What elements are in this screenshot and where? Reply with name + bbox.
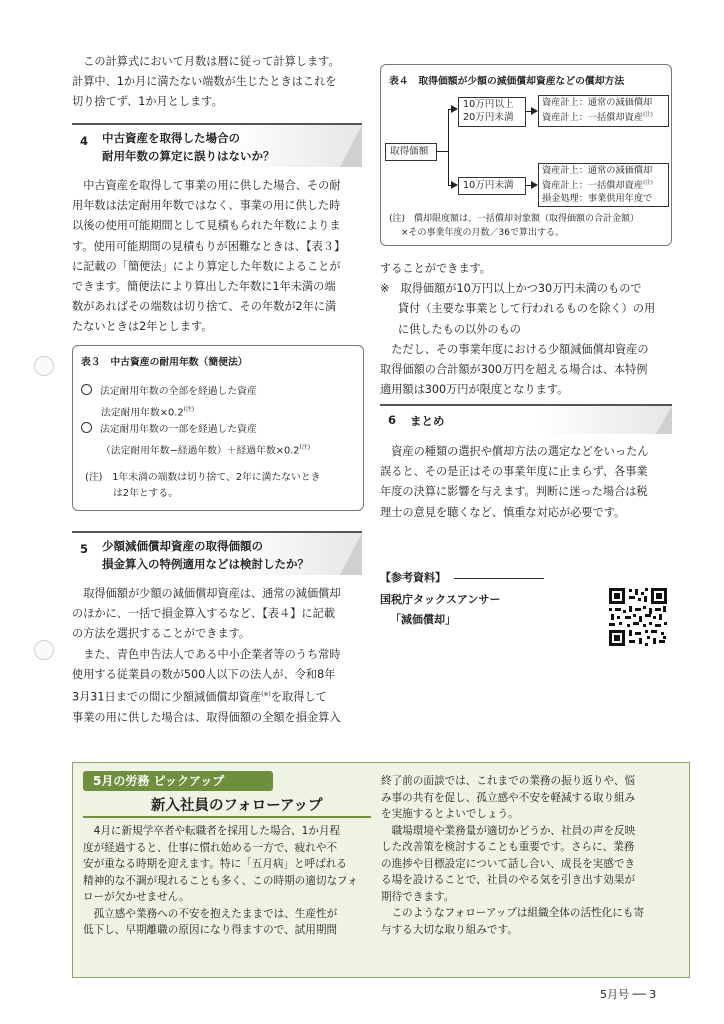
left-intro [72,52,362,113]
body-line: る場を設けることで、社員のやる気を引き出す効果が [381,874,636,886]
note-mark: (注) [299,444,311,451]
intro-line: 切り捨てず、1か月とします。 [72,95,223,109]
section-title-line1: 中古資産を取得した場合の [102,131,240,145]
body-line: ただし、その事業年度における少額減価償却資産の [391,342,649,356]
body-line: 事業の用に供した場合は、取得価額の全額を損金算入 [72,710,341,724]
section-title-line1: 少額減価償却資産の取得価額の [102,539,263,553]
table-3-item-2-formula: （法定耐用年数−経過年数）＋経過年数$\times 0.2^{(注)}$ [101,444,311,457]
arrow-right-icon [531,181,538,189]
body-line: の進捗や目標設定について話し合い、成長を実感でき [381,857,636,870]
body-line: ローが欠かせません。 [83,891,190,903]
section-number: 4 [80,134,89,148]
binder-hole-bottom [34,640,54,660]
table-3-item-1: 法定耐用年数の全部を経過した資産 [81,384,257,400]
body-line: 年度の決算に影響を与えます。判断に迷った場合は税 [380,485,648,499]
pickup-column-1 [83,823,373,939]
diagram-root-node: 取得価額 [385,143,437,161]
body-line: たないときは2年とします。 [72,320,213,334]
right-continuation [380,259,672,400]
diagram-branch-node-1: 10万円以上 20万円未満 [458,97,526,127]
body-line: の方法を選択することができます。 [72,627,251,641]
table-3-caption: 表３ 中古資産の耐用年数（簡便法） [81,357,248,368]
section-number: 5 [80,542,89,556]
body-line: のほかに、一括で損金算入するなど、【表４】に記載 [72,607,335,621]
note-mark: (注) [643,180,653,186]
pickup-title: 新入社員のフォローアップ [151,798,323,814]
body-line: 低下し、早期離職の原因になり得ますので、試用期間 [83,924,338,936]
table-3-item-2: 法定耐用年数の一部を経過した資産 [81,422,257,438]
body-line: 度が経過すると、仕事に慣れ始める一方で、疲れや不 [83,841,338,854]
section-number: 6 [388,413,397,427]
body-line: 用年数は法定耐用年数ではなく、事業の用に供した時 [72,199,341,213]
connector-line [448,109,449,185]
body-line: 与する大切な取り組みです。 [381,923,518,936]
table-4-box [380,64,672,246]
arrow-right-icon [451,181,458,189]
note-mark: (注) [643,112,653,118]
page-number: 5月号 ── 3 [600,988,657,1001]
diagram-branch-node-2: 10万円未満 [458,177,526,195]
footnote-line: に供したもの以外のもの [397,322,521,336]
section-4-heading [72,123,362,167]
body-line: 精神的な不調が現れることも多く、この時期の適切なフォ [83,874,358,887]
body-line: 中古資産を取得して事業の用に供した場合、その耐 [83,179,341,192]
body-line: 資産の種類の選択や償却方法の選定などをいったん [391,445,649,458]
section-title-line2: 耐用年数の算定に誤りはないか？ [102,149,275,163]
footnote-line: ※ 取得価額が10万円以上かつ30万円未満のもので [380,282,642,296]
section-title-line2: 損金算入の特例適用などは検討したか？ [102,557,309,571]
diagram-outcome-node-2: 資産計上：通常の減価償却 資産計上：一括償却資産$^{(注)}$ 損金処理：事業供用年度で [538,163,669,207]
binder-hole-top [34,356,54,376]
body-line: 安が重なる時期を迎えます。特に「五月病」と呼ばれる [83,858,347,870]
section-title: まとめ [410,414,445,428]
note-mark: (注) [183,406,195,413]
section-5-body [72,584,362,728]
table-3-note: (注) 1年未満の端数は切り捨て、2年に満たないとき [85,472,321,483]
diagram-outcome-node-1: 資産計上：通常の減価償却 資産計上：一括償却資産$^{(注)}$ [538,95,669,127]
table-3-item-1-formula: 法定耐用年数$\times 0.2^{(注)}$ [101,406,195,419]
pickup-column-2 [381,773,683,938]
body-line: 職場環境や業務量が適切かどうか、社員の声を反映 [391,824,636,837]
arrow-right-icon [531,107,538,115]
intro-line: この計算式において月数は暦に従って計算します。 [83,55,340,68]
corner-fold [340,125,362,167]
body-line: み事の共有を促し、孤立感や不安を軽減する取り組み [381,791,636,804]
arrow-right-icon [451,105,458,113]
body-line: す。使用可能期間の見積もりが困難なときは、【表３】 [72,239,346,253]
reference-source: 国税庁タックスアンサー [380,593,501,606]
body-line: 誤ると、その是正はその事業年度に止まらず、各事業 [380,465,648,479]
reference-topic: 「減価償却」 [390,613,456,626]
body-line: できます。簡便法により算出した年数に1年未満の端 [72,280,336,294]
body-line: また、青色申告法人である中小企業者等のうち常時 [83,647,341,661]
body-line: 理士の意見を聴くなど、慎重な対応が必要です。 [380,505,626,519]
section-5-heading [72,531,362,575]
body-line: 数があればその端数は切り捨て、その年数が2年に満 [72,300,337,314]
body-line: このようなフォローアップは組織全体の活性化にも寄 [391,907,645,919]
section-6-body [380,442,672,523]
body-line: 適用額は300万円が限度となります。 [380,383,569,397]
pickup-panel [72,762,690,978]
table-4-note: (注) 償却限度額は、一括償却対象額（取得価額の合計金額） [389,214,640,224]
body-line: することができます。 [380,262,491,275]
body-line: した改善策を検討することも重要です。さらに、業務 [381,841,635,853]
qr-code-icon[interactable] [607,586,669,648]
corner-fold [656,406,672,434]
intro-line: 計算中、1か月に満たない端数が生じたときはこれを [72,75,337,89]
body-line: 取得価額の合計額が300万円を超える場合は、本特例 [380,363,648,377]
pickup-badge: 5月の労務 ピックアップ [83,771,273,791]
body-line: 以後の使用可能期間として見積もられた年数によりま [72,219,341,233]
section-6-heading [380,404,672,434]
table-3-box [72,345,364,511]
body-line: に記載の「簡便法」により算定した年数によることが [72,259,341,273]
circle-bullet-icon [81,422,92,433]
note-mark: (※) [261,691,271,699]
body-line: 取得価額が少額の減価償却資産は、通常の減価償却 [83,587,341,600]
reference-label: 【参考資料】 [380,569,680,585]
circle-bullet-icon [81,384,92,395]
table-3-note: は2年とする。 [113,488,179,499]
body-line: を実施するとよいでしょう。 [381,808,519,820]
body-line: 期待できます。 [381,890,455,903]
table-4-caption: 表４ 取得価額が少額の減価償却資産などの償却方法 [389,76,625,87]
body-line: 使用する従業員の数が500人以下の法人が、令和8年 [72,667,336,681]
body-line: 3月31日までの間に少額減価償却資産(※)を取得して [72,690,327,704]
body-line: 孤立感や業務への不安を抱えたままでは、生産性が [93,907,338,920]
body-line: 4月に新規学卒者や転職者を採用した場合、1か月程 [93,825,341,837]
footnote-line: 貸付（主要な事業として行われるものを除く）の用 [397,302,656,316]
section-4-body [72,176,362,338]
table-4-note: ×その事業年度の月数／36で算出する。 [401,228,564,238]
title-underline [83,816,371,818]
corner-fold [340,533,362,575]
connector-line [436,151,448,152]
body-line: 終了前の面談では、これまでの業務の振り返りや、悩 [381,775,636,787]
